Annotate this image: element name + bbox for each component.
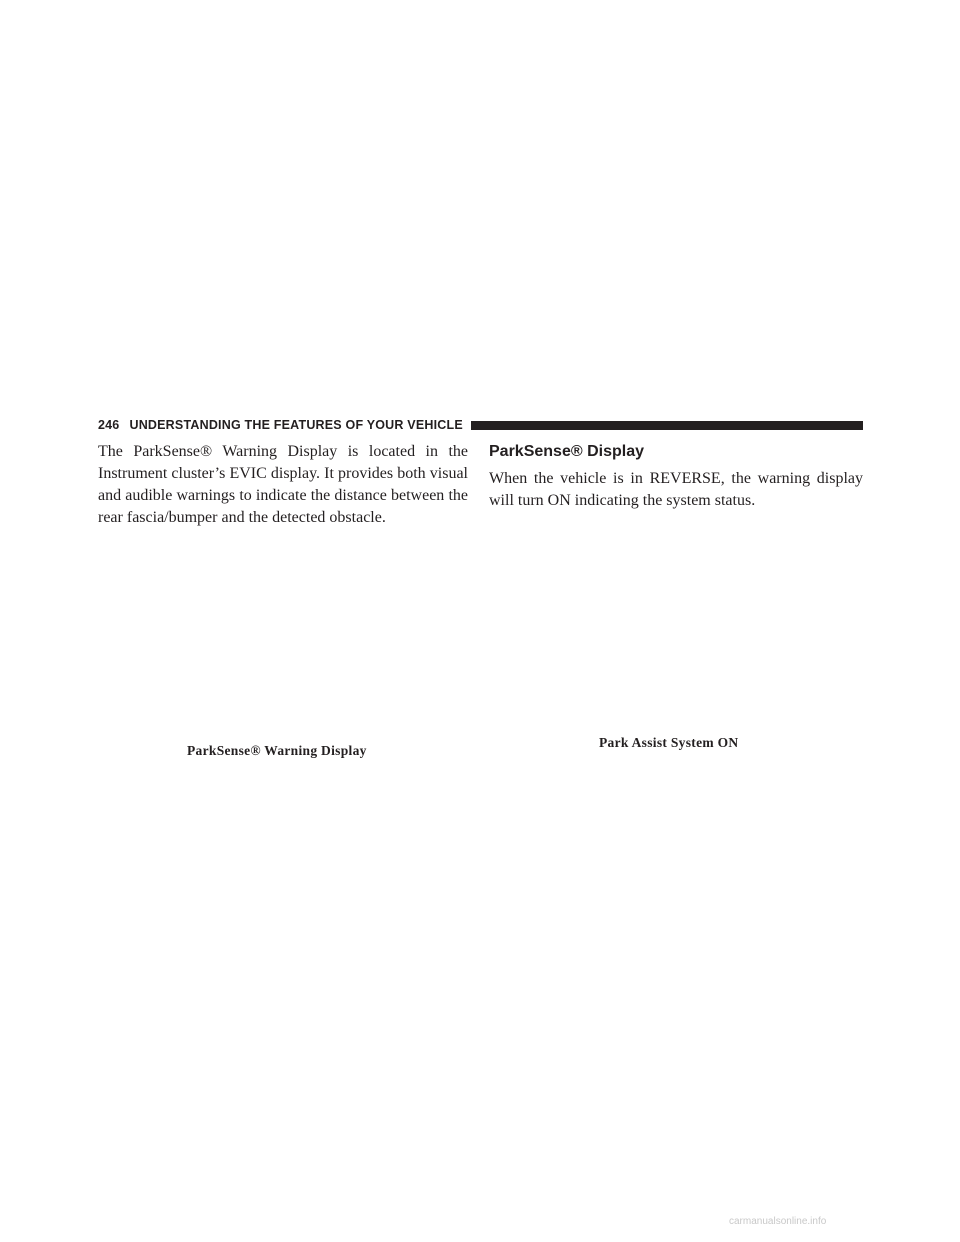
figure-caption-park-assist-on: Park Assist System ON (599, 735, 739, 750)
left-paragraph: The ParkSense® Warning Display is located in the Instrument cluster’s EVIC display. It provides both visual and audible warnings to indicate the distance between the rear fascia/bumper and the detected obstacle. (98, 443, 468, 526)
section-heading: ParkSense® Display (489, 443, 644, 460)
header-rule (471, 421, 863, 430)
section-title: UNDERSTANDING THE FEATURES OF YOUR VEHICLE (129, 418, 463, 432)
watermark-link[interactable]: carmanualsonline.info (729, 1216, 827, 1227)
right-paragraph: When the vehicle is in REVERSE, the warning display will turn ON indicating the system status. (489, 470, 863, 509)
running-header (98, 416, 863, 434)
figure-caption-warning-display: ParkSense® Warning Display (187, 743, 367, 758)
page-number: 246 (98, 418, 120, 432)
